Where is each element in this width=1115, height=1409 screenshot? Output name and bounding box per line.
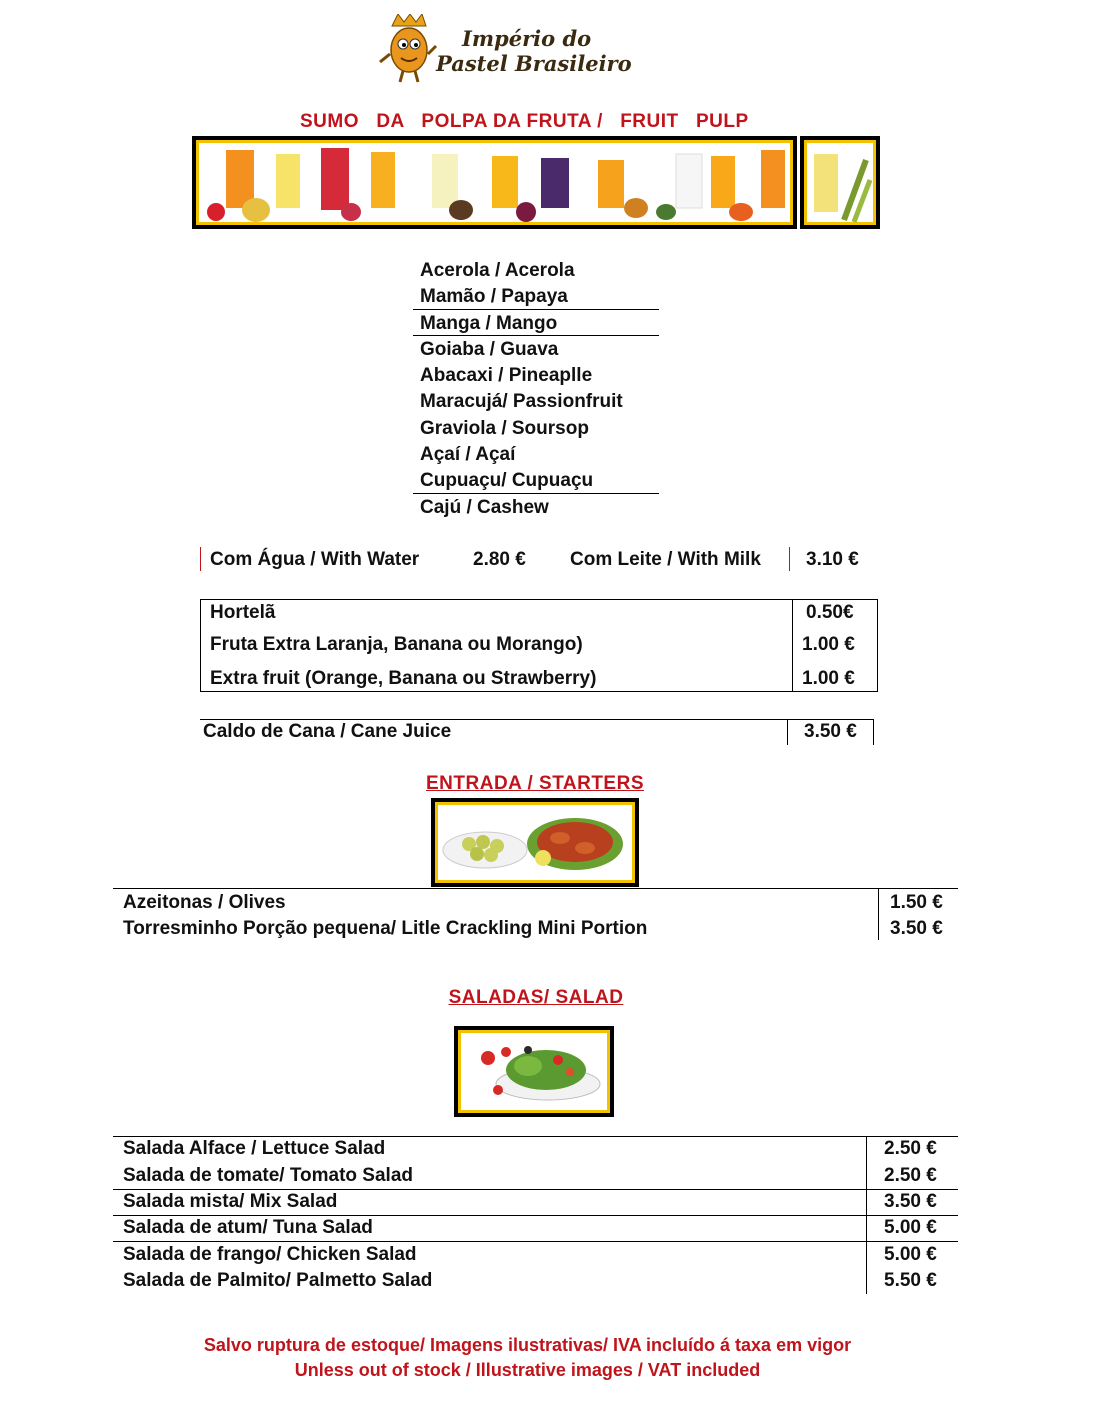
cane-juice-price: 3.50 € xyxy=(804,721,857,742)
divider xyxy=(200,719,874,720)
divider xyxy=(413,493,659,494)
price: 5.00 € xyxy=(884,1217,937,1238)
divider xyxy=(413,335,659,336)
table-row: Salada de atum/ Tuna Salad xyxy=(123,1217,373,1238)
table-row: Hortelã xyxy=(210,602,276,623)
list-item: Maracujá/ Passionfruit xyxy=(420,391,623,413)
price: 0.50€ xyxy=(806,602,854,623)
divider xyxy=(113,1241,958,1242)
table-row: Salada de frango/ Chicken Salad xyxy=(123,1244,417,1265)
divider xyxy=(113,888,958,889)
price: 1.00 € xyxy=(802,634,855,655)
price: 5.00 € xyxy=(884,1244,937,1265)
divider xyxy=(413,309,659,310)
list-item: Manga / Mango xyxy=(420,312,558,334)
list-item: Cajú / Cashew xyxy=(420,496,549,518)
salads-title: SALADAS/ SALAD xyxy=(448,987,624,1008)
footer-note-pt: Salvo ruptura de estoque/ Imagens ilustrativas/ IVA incluído á taxa em vigor xyxy=(203,1335,852,1355)
table-row: Fruta Extra Laranja, Banana ou Morango) xyxy=(210,634,583,655)
table-row: Salada Alface / Lettuce Salad xyxy=(123,1138,386,1159)
table-row: Extra fruit (Orange, Banana ou Strawberry) xyxy=(210,668,597,689)
divider xyxy=(873,719,874,745)
table-row: Salada mista/ Mix Salad xyxy=(123,1191,338,1212)
with-milk-label: Com Leite / With Milk xyxy=(570,549,761,570)
starters-title: ENTRADA / STARTERS xyxy=(426,773,644,794)
price: 1.00 € xyxy=(802,668,855,689)
cane-juice-image xyxy=(800,136,880,229)
divider xyxy=(113,1189,958,1190)
cane-juice-label: Caldo de Cana / Cane Juice xyxy=(203,721,452,742)
logo-text xyxy=(436,26,632,76)
list-item: Açaí / Açaí xyxy=(420,444,516,466)
salad-image xyxy=(454,1026,614,1117)
list-item: Goiaba / Guava xyxy=(420,338,559,360)
table-row: Salada de Palmito/ Palmetto Salad xyxy=(123,1270,433,1291)
pastel-mascot-icon xyxy=(378,14,438,84)
divider xyxy=(789,547,790,571)
with-water-price: 2.80 € xyxy=(473,549,526,570)
list-item: Abacaxi / Pineaplle xyxy=(420,365,593,387)
price: 2.50 € xyxy=(884,1165,937,1186)
table-row: Torresminho Porção pequena/ Litle Crackling Mini Portion xyxy=(123,918,648,939)
list-item: Cupuaçu/ Cupuaçu xyxy=(420,470,594,492)
list-item: Mamão / Papaya xyxy=(420,286,568,308)
divider xyxy=(113,1215,958,1216)
logo-line-2: Pastel Brasileiro xyxy=(436,51,632,76)
divider xyxy=(792,599,793,692)
with-milk-price: 3.10 € xyxy=(806,549,859,570)
starters-image xyxy=(431,798,639,887)
price: 5.50 € xyxy=(884,1270,937,1291)
footer-note-en: Unless out of stock / Illustrative images / VAT included xyxy=(294,1360,761,1380)
juice-flavor-list xyxy=(420,258,660,521)
logo-line-1: Império do xyxy=(462,26,592,51)
table-row: Azeitonas / Olives xyxy=(123,892,286,913)
juice-section-title: SUMO DA POLPA DA FRUTA / FRUIT PULP xyxy=(300,111,749,132)
price: 2.50 € xyxy=(884,1138,937,1159)
divider xyxy=(200,547,201,571)
table-row: Salada de tomate/ Tomato Salad xyxy=(123,1165,414,1186)
list-item: Acerola / Acerola xyxy=(420,260,575,281)
price: 3.50 € xyxy=(884,1191,937,1212)
divider xyxy=(787,719,788,745)
price: 1.50 € xyxy=(890,892,943,913)
list-item: Graviola / Soursop xyxy=(420,417,589,439)
with-water-label: Com Água / With Water xyxy=(210,549,420,570)
divider xyxy=(878,888,879,940)
price: 3.50 € xyxy=(890,918,943,939)
juice-banner-image xyxy=(192,136,797,229)
divider xyxy=(113,1136,958,1137)
